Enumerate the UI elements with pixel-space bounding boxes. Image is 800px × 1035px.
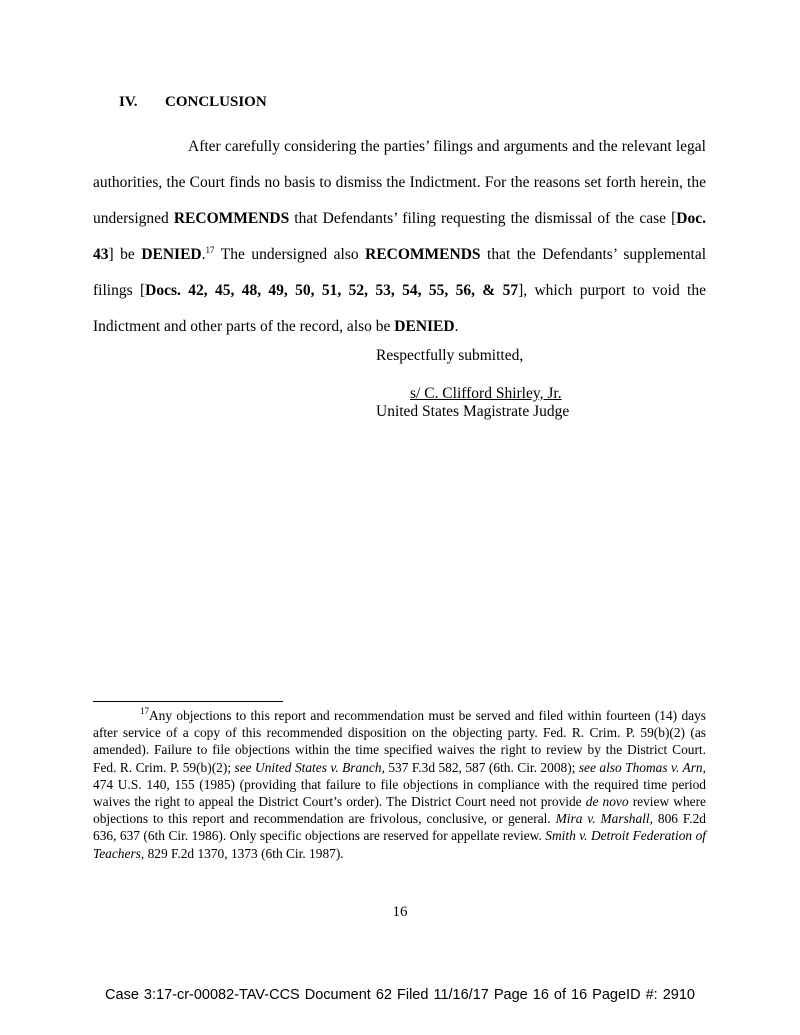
signature-line: s/ C. Clifford Shirley, Jr. <box>410 385 562 402</box>
footnote-marker: 17 <box>140 706 149 716</box>
citation-branch: see United States v. Branch <box>234 759 382 775</box>
footnote-17 <box>93 707 706 862</box>
body-text-4: . <box>201 246 206 263</box>
footnote-text-2: , 537 F.3d 582, 587 (6th. Cir. 2008); <box>381 759 579 775</box>
term-de-novo: de novo <box>585 794 629 810</box>
denied-2: DENIED <box>394 318 455 335</box>
citation-smith: Smith v. Detroit Federation of Teachers <box>93 828 706 861</box>
section-number: IV. <box>119 94 138 110</box>
footnote-reference[interactable]: 17 <box>205 245 215 255</box>
citation-thomas: see also Thomas v. Arn <box>578 759 703 775</box>
footnote-text-6: , 829 F.2d 1370, 1373 (6th Cir. 1987). <box>140 845 344 861</box>
footnote-text-3: , 474 U.S. 140, 155 (1985) (providing that failure to file objections in compliance with the required time period waives the right to appeal the District Court’s order). The District Court need not provide <box>93 759 706 810</box>
body-text-2: that Defendants’ filing requesting the dismissal of the case [ <box>289 210 677 227</box>
denied-1: DENIED <box>141 246 202 263</box>
body-text-6: that the Defendants’ supplemental filings [ <box>93 246 707 299</box>
supplemental-docs-ref: Docs. 42, 45, 48, 49, 50, 51, 52, 53, 54, 55, 56, & 57 <box>145 282 519 299</box>
body-text-5: The undersigned also <box>214 246 366 263</box>
conclusion-paragraph <box>93 129 706 345</box>
body-text-1: After carefully considering the parties’ filings and arguments and the relevant legal authorities, the Court finds no basis to dismiss the Indictment. For the reasons set forth herein, the undersigned <box>93 138 706 227</box>
body-text-3: ] be <box>108 246 142 263</box>
recommends-2: RECOMMENDS <box>365 246 481 263</box>
signature-closing: Respectfully submitted, <box>376 347 524 364</box>
section-heading <box>119 94 267 111</box>
signer-title: United States Magistrate Judge <box>376 403 570 420</box>
citation-mira: Mira v. Marshall <box>555 811 650 827</box>
footnote-text-4: review where objections to this report and recommendation are frivolous, conclusive, or general. <box>93 794 706 827</box>
page-number: 16 <box>392 904 408 920</box>
recommends-1: RECOMMENDS <box>173 210 290 227</box>
doc-43-ref: Doc. 43 <box>93 210 706 263</box>
case-header-stamp: Case 3:17-cr-00082-TAV-CCS Document 62 Filed 11/16/17 Page 16 of 16 PageID #: 2910 <box>105 987 695 1003</box>
body-text-8: . <box>454 318 459 335</box>
body-text-7: ], which purport to void the Indictment and other parts of the record, also be <box>93 282 706 335</box>
footnote-text-1: Any objections to this report and recommendation must be served and filed within fourteen (14) days after service of a copy of this recommended disposition on the objecting party. Fed. R. Crim. P. 59(b)(2) (as amended). Failure to file objections within the time specified waives the right to review by the District Court. Fed. R. Crim. P. 59(b)(2); <box>93 708 706 775</box>
section-title: CONCLUSION <box>165 94 267 110</box>
footnote-text-5: , 806 F.2d 636, 637 (6th Cir. 1986). Only specific objections are reserved for appellate review. <box>93 811 706 844</box>
signature-block <box>376 346 577 421</box>
footnote-divider <box>93 701 283 702</box>
